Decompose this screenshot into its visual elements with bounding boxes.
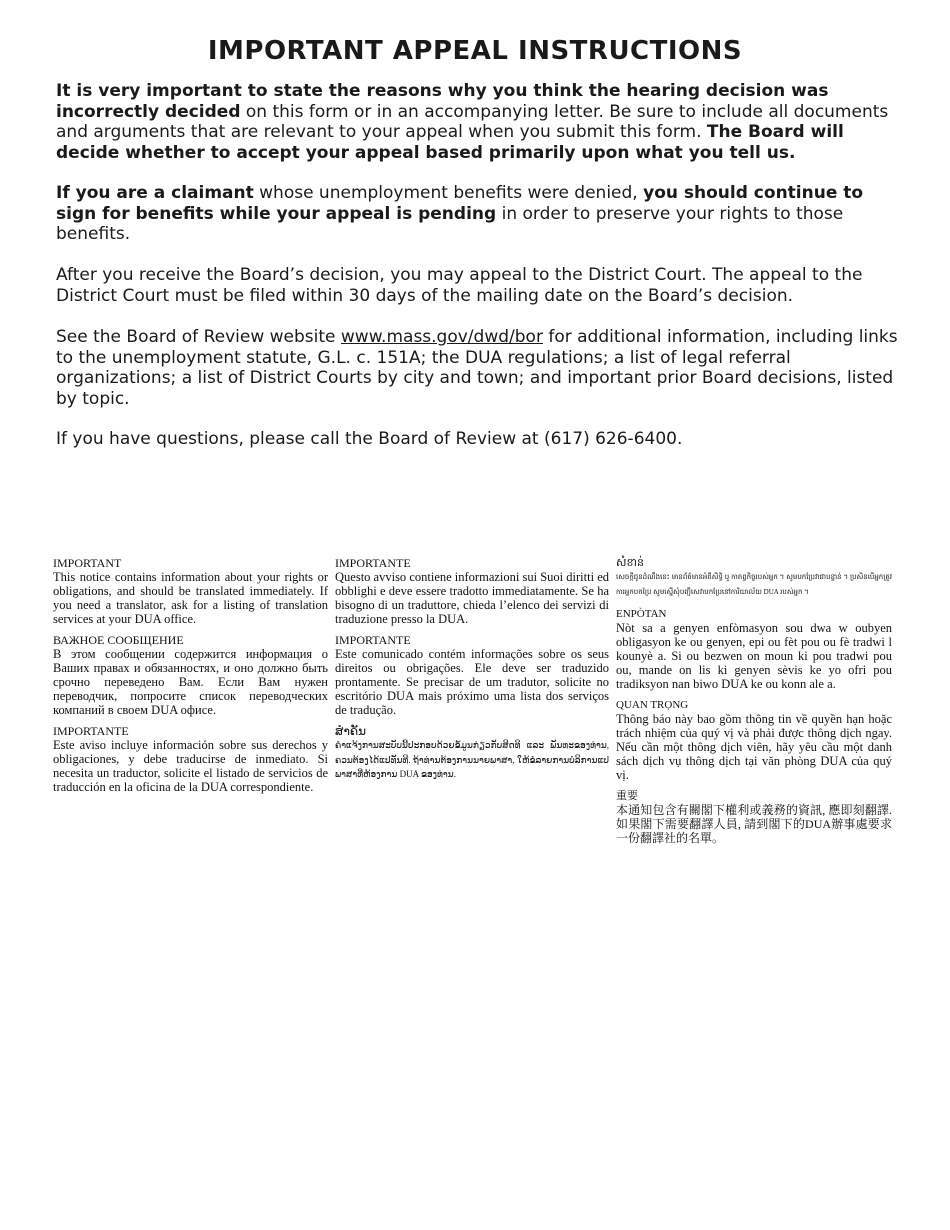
- notice-russian: [53, 633, 328, 717]
- notice-lao-heading: ສຳຄັນ: [335, 724, 367, 738]
- notice-italian-heading: IMPORTANTE: [335, 556, 411, 570]
- notice-italian: [335, 556, 609, 626]
- claimant-bold-mid: you should continue to sign for benefits while your appeal is pending: [56, 183, 864, 224]
- notice-vietnamese: [616, 698, 892, 782]
- translation-column-1: [53, 556, 328, 801]
- notice-khmer: [616, 556, 892, 600]
- reasons-paragraph: [56, 81, 906, 163]
- translation-column-2: [335, 556, 609, 789]
- website-paragraph: [56, 327, 906, 409]
- notice-haitian-text: Nòt sa a genyen enfòmasyon sou dwa w oubyen obligasyon ke ou genyen, epi ou fèt pou ou fè tradwi l kounyè a. Si ou bezwen on moun ki pou tradwi pou ou, mande on lis ki genyen sèvis ke yo ofri pou tradiksyon nan biwo DUA ke ou konn ale a.: [616, 621, 892, 691]
- notice-haitian-heading: ENPÒTAN: [616, 608, 667, 620]
- notice-portuguese-heading: IMPORTANTE: [335, 633, 411, 647]
- notice-portuguese: [335, 633, 609, 717]
- website-text-before: See the Board of Review website: [56, 327, 341, 347]
- notice-spanish: [53, 724, 328, 794]
- notice-spanish-text: Este aviso incluye información sobre sus derechos y obligaciones, y debe traducirse de inmediato. Si necesita un traductor, solicite el listado de servicios de traducción en la oficina de la DUA correspondiente.: [53, 738, 328, 794]
- notice-spanish-heading: IMPORTANTE: [53, 724, 129, 738]
- district-court-paragraph: After you receive the Board’s decision, you may appeal to the District Court. The appeal to the District Court must be filed within 30 days of the mailing date on the Board’s decision.: [56, 265, 863, 306]
- questions-paragraph: If you have questions, please call the Board of Review at (617) 626-6400.: [56, 429, 683, 449]
- notice-khmer-text: សេចក្ដីជូនដំណឹងនេះ មានព័ត៌មានអំពីសិទ្ធិ ឬ កាតព្វកិច្ចរបស់អ្នក ។ សូមបកប្រែវាជាបន្ទាន់ ។ ប្រសិនបើអ្នកត្រូវការអ្នកបកប្រែ សូមស្នើសុំបញ្ជីសេវាបកប្រែនៅការិយាល័យ DUA របស់អ្នក ។: [616, 573, 892, 596]
- notice-italian-text: Questo avviso contiene informazioni sui Suoi diritti ed obblighi e deve essere tradotto immediatamente. Se ha bisogno di un traduttore, chieda l’elenco dei servizi di traduzione presso la DUA.: [335, 570, 609, 626]
- notice-chinese: [616, 789, 892, 845]
- reasons-bold-tail: The Board will decide whether to accept your appeal based primarily upon what you tell us.: [56, 122, 844, 163]
- board-website-link[interactable]: www.mass.gov/dwd/bor: [340, 327, 543, 347]
- claimant-paragraph: [56, 183, 906, 245]
- website-text-after: for additional information, including links to the unemployment statute, G.L. c. 151A; the DUA regulations; a list of legal referral organizations; a list of District Courts by city and town; and important prior Board decisions, listed by topic.: [56, 327, 898, 409]
- translation-column-3: [616, 556, 892, 852]
- notice-english: [53, 556, 328, 626]
- notice-lao-text: ຄຳແຈ້ງການສະບັບນີ້ປະກອບດ້ວຍຂໍ້ມູນກ່ຽວກັບສິດທິ ແລະ ພັນທະຂອງທ່ານ, ຄວນຕ້ອງໄດ້ແປທັນທີ. ຖ້າທ່ານຕ້ອງການນາຍພາສາ, ໃຫ້ຂໍລາຍການບໍລິການແປພາສາທີ່ຫ້ອງການ DUA ຂອງທ່ານ.: [335, 740, 609, 779]
- notice-russian-text: В этом сообщении содержится информация о Ваших правах и обязанностях, и оно должно быть срочно переведено Вам. Если Вам нужен переводчик, попросите список переводческих компаний в своем DUA офисе.: [53, 647, 328, 717]
- notice-khmer-heading: សំខាន់: [616, 557, 644, 569]
- notice-chinese-text: 本通知包含有關閣下權利或義務的資訊, 應即刻翻譯. 如果閣下需要翻譯人員, 請到閣下的DUA辦事處要求一份翻譯社的名單。: [616, 803, 892, 845]
- notice-russian-heading: ВАЖНОЕ СООБЩЕНИЕ: [53, 633, 184, 647]
- notice-chinese-heading: 重要: [616, 790, 638, 802]
- reasons-bold-lead: It is very important to state the reasons why you think the hearing decision was incorrectly decided: [56, 81, 829, 122]
- claimant-text-2: in order to preserve your rights to those benefits.: [56, 203, 844, 244]
- claimant-text-1: whose unemployment benefits were denied,: [253, 183, 644, 203]
- notice-english-heading: IMPORTANT: [53, 556, 122, 570]
- notice-lao: [335, 724, 609, 782]
- notice-vietnamese-heading: QUAN TRỌNG: [616, 699, 689, 711]
- claimant-bold-lead: If you are a claimant: [56, 183, 254, 203]
- notice-portuguese-text: Este comunicado contém informações sobre os seus direitos ou obrigações. Ele deve ser traduzido prontamente. Se precisar de um tradutor, solicite no escritório DUA mais próximo uma lista dos serviços de tradução.: [335, 647, 609, 717]
- page-title: IMPORTANT APPEAL INSTRUCTIONS: [207, 36, 743, 66]
- reasons-text: on this form or in an accompanying letter. Be sure to include all documents and arguments that are relevant to your appeal when you submit this form.: [56, 101, 889, 142]
- notice-vietnamese-text: Thông báo này bao gồm thông tin về quyền hạn hoặc trách nhiệm của quý vị và phải được thông dịch ngay. Nếu cần một thông dịch viên, hãy yêu cầu một danh sách dịch vụ thông dịch tại văn phòng DUA của quý vị.: [616, 712, 892, 782]
- notice-haitian: [616, 607, 892, 691]
- notice-english-text: This notice contains information about your rights or obligations, and should be translated immediately. If you need a translator, ask for a listing of translation services at your DUA office.: [53, 570, 328, 626]
